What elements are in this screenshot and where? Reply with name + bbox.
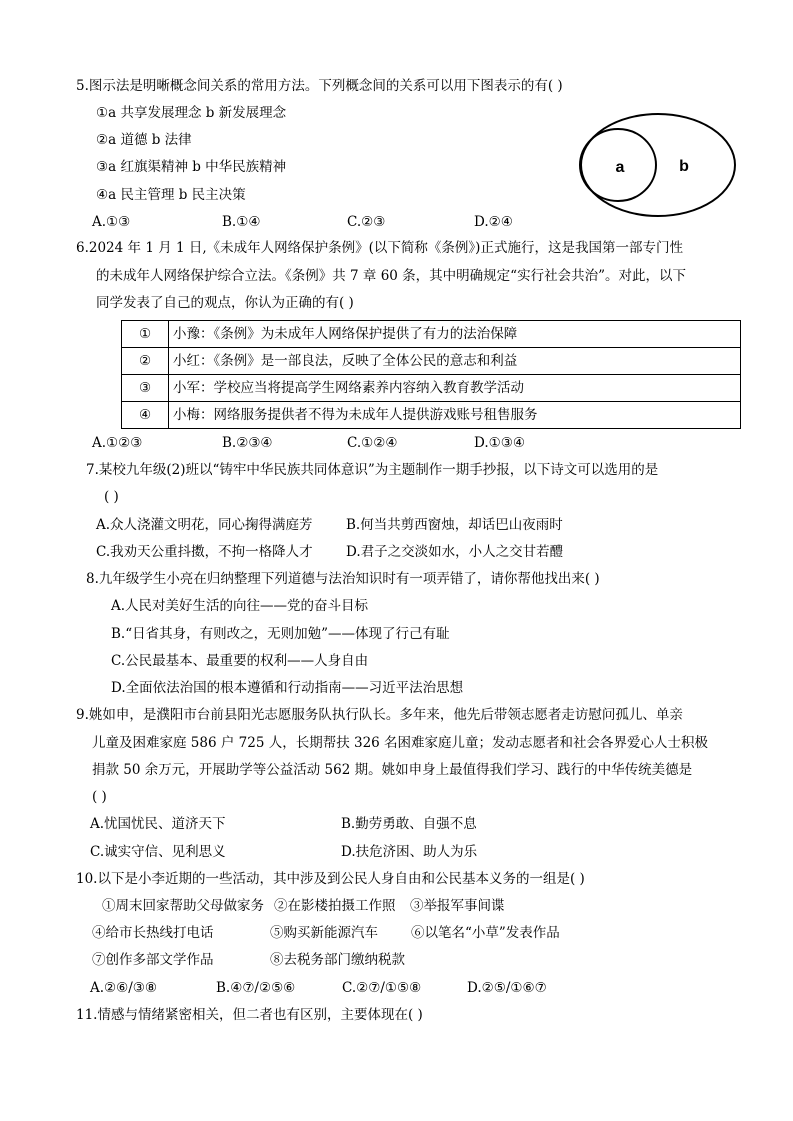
q8-stem: 8.九年级学生小亮在归纳整理下列道德与法治知识时有一项弄错了，请你帮他找出来( ) [86,571,600,587]
q10-item-6: ⑥以笔名“小草”发表作品 [411,925,560,941]
q5-item-3: ③a 红旗渠精神 b 中华民族精神 [96,159,287,175]
q9-option-c: C.诚实守信、见利思义 [90,844,226,860]
q9-option-d: D.扶危济困、助人为乐 [341,844,478,860]
q10-item-7: ⑦创作多部文学作品 [92,952,214,968]
q9-option-b: B.勤劳勇敢、自强不息 [341,816,477,832]
q10-item-8: ⑧去税务部门缴纳税款 [270,952,405,968]
q6-option-d: D.①③④ [474,435,525,451]
venn-label-a: a [615,159,625,176]
q10-option-c: C.②⑦/①⑤⑧ [342,980,422,996]
q7-stem-line-1: 7.某校九年级(2)班以“铸牢中华民族共同体意识”为主题制作一期手抄报，以下诗文可以选用的是 [86,462,659,478]
q6-stem-line-3: 同学发表了自己的观点，你认为正确的有( ) [96,295,354,311]
q6-stem-line-1: 6.2024 年 1 月 1 日,《未成年人网络保护条例》(以下简称《条例》)正式施行，这是我国第一部专门性 [76,240,683,256]
q7-option-c: C.我劝天公重抖擞，不拘一格降人才 [96,544,313,560]
q6-opinion-table [121,320,741,429]
venn-diagram [578,110,738,218]
venn-outer-ellipse [581,114,735,216]
q10-item-1: ①周末回家帮助父母做家务 [102,898,264,914]
venn-label-b: b [679,158,689,175]
table-row [122,348,741,375]
q8-option-d: D.全面依法治国的根本遵循和行动指南——习近平法治思想 [111,680,464,696]
table-row [122,402,741,429]
q8-option-a: A.人民对美好生活的向往——党的奋斗目标 [111,598,369,614]
table-cell-num: ① [122,321,169,348]
q9-stem-line-1: 9.姚如申，是濮阳市台前县阳光志愿服务队执行队长。多年来，他先后带领志愿者走访慰问孤儿、单亲 [76,707,683,723]
table-cell-num: ③ [122,375,169,402]
q5-option-b: B.①④ [222,214,261,230]
q6-option-a: A.①②③ [92,435,143,451]
q10-option-a: A.②⑥/③⑧ [90,980,157,996]
q6-option-b: B.②③④ [222,435,273,451]
table-cell-text: 小军：学校应当将提高学生网络素养内容纳入教育教学活动 [169,375,741,402]
q5-item-1: ①a 共享发展理念 b 新发展理念 [96,105,287,121]
table-cell-text: 小梅：网络服务提供者不得为未成年人提供游戏账号租售服务 [169,402,741,429]
q5-item-4: ④a 民主管理 b 民主决策 [96,187,246,203]
q9-option-a: A.忧国忧民、道济天下 [90,816,226,832]
q7-stem-line-2: ( ) [104,489,119,505]
q9-stem-line-3: 捐款 50 余万元，开展助学等公益活动 562 期。姚如申身上最值得我们学习、践行的中华传统美德是 [92,762,693,778]
q10-item-4: ④给市长热线打电话 [92,925,214,941]
q10-item-3: ③举报军事间谍 [410,898,505,914]
q10-item-5: ⑤购买新能源汽车 [270,925,378,941]
table-row [122,321,741,348]
q11-stem: 11.情感与情绪紧密相关，但二者也有区别，主要体现在( ) [76,1007,423,1023]
q7-option-b: B.何当共剪西窗烛，却话巴山夜雨时 [346,517,563,533]
table-cell-num: ② [122,348,169,375]
q10-item-2: ②在影楼拍摄工作照 [274,898,396,914]
q5-option-c: C.②③ [347,214,386,230]
q7-option-d: D.君子之交淡如水，小人之交甘若醴 [346,544,564,560]
q8-option-c: C.公民最基本、最重要的权利——人身自由 [111,653,369,669]
q5-item-2: ②a 道德 b 法律 [96,132,192,148]
q9-stem-line-4: ( ) [92,789,107,805]
table-cell-text: 小豫：《条例》为未成年人网络保护提供了有力的法治保障 [169,321,741,348]
q9-stem-line-2: 儿童及困难家庭 586 户 725 人，长期帮扶 326 名困难家庭儿童；发动志愿者和社会各界爱心人士积极 [92,735,709,751]
q6-option-c: C.①②④ [347,435,398,451]
q7-option-a: A.众人浇灌文明花，同心掬得满庭芳 [96,517,313,533]
table-cell-num: ④ [122,402,169,429]
table-cell-text: 小红：《条例》是一部良法，反映了全体公民的意志和利益 [169,348,741,375]
q10-option-b: B.④⑦/②⑤⑥ [216,980,296,996]
q6-stem-line-2: 的未成年人网络保护综合立法。《条例》共 7 章 60 条，其中明确规定“实行社会共治”。对此，以下 [96,268,686,284]
q10-option-d: D.②⑤/①⑥⑦ [467,980,547,996]
q5-option-a: A.①③ [92,214,131,230]
table-row [122,375,741,402]
q5-option-d: D.②④ [474,214,513,230]
q5-stem: 5.图示法是明晰概念间关系的常用方法。下列概念间的关系可以用下图表示的有( ) [76,78,563,94]
q10-stem: 10.以下是小李近期的一些活动，其中涉及到公民人身自由和公民基本义务的一组是( ) [76,871,585,887]
q8-option-b: B.“日省其身，有则改之，无则加勉”——体现了行己有耻 [111,626,450,642]
